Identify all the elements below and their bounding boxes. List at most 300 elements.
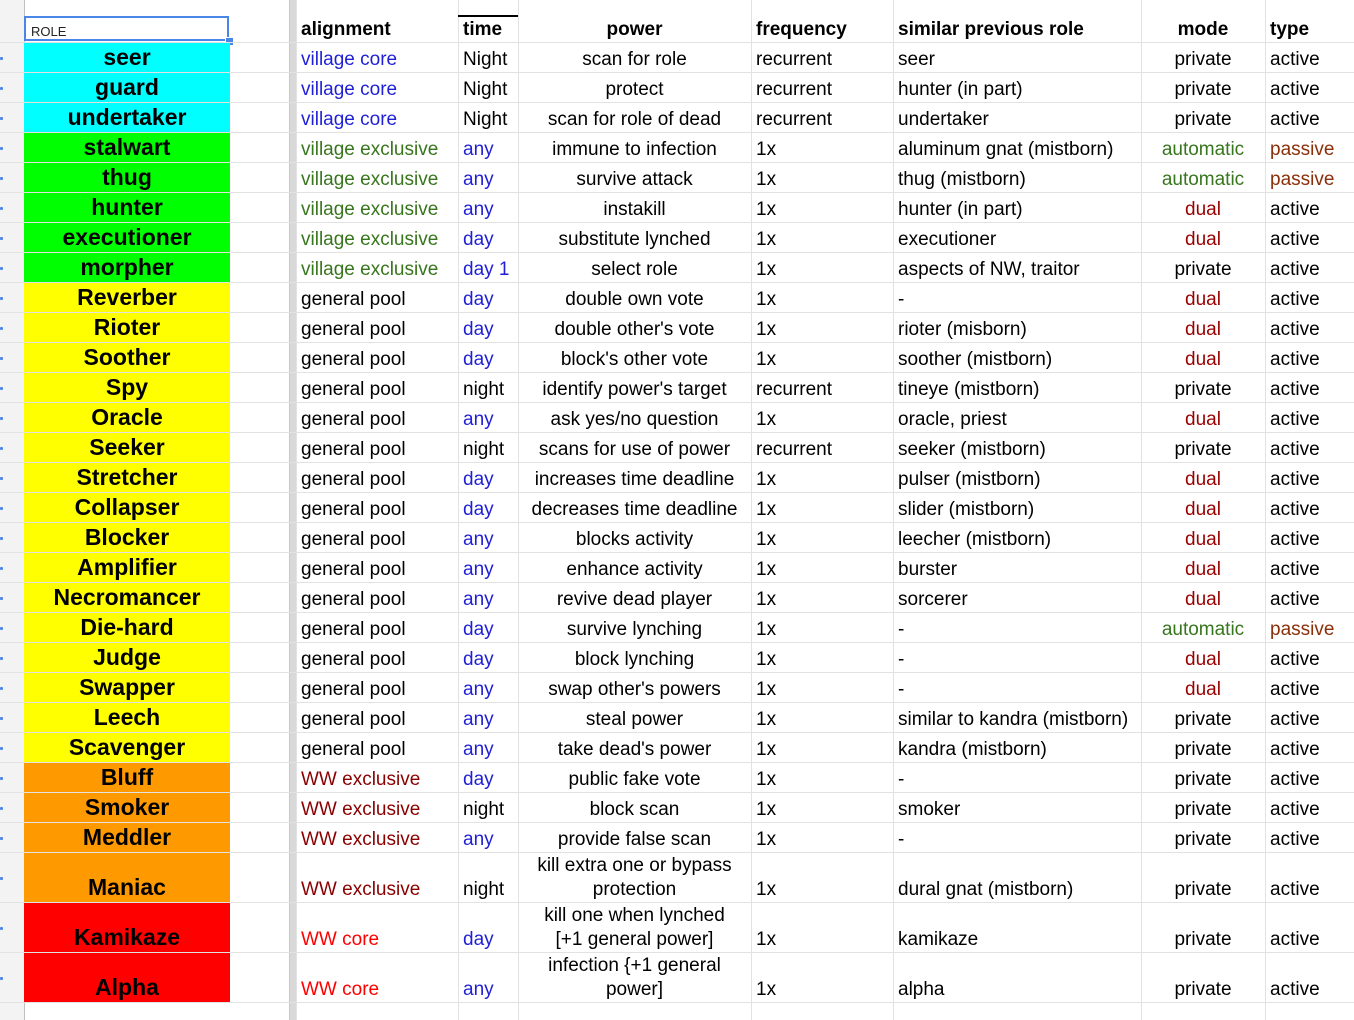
role-name: Judge (93, 644, 161, 670)
cell-similar[interactable] (893, 823, 1141, 853)
cell-alignment[interactable] (296, 103, 458, 133)
role-name: Seeker (89, 434, 165, 460)
cell-power[interactable] (518, 903, 751, 953)
cell-similar[interactable] (893, 703, 1141, 733)
cell-type[interactable] (1265, 373, 1354, 403)
cell-time[interactable] (458, 703, 518, 733)
role-name: Bluff (100, 764, 154, 790)
cell-similar[interactable] (893, 73, 1141, 103)
cell-time[interactable] (458, 613, 518, 643)
cell-alignment[interactable] (296, 703, 458, 733)
cell-mode[interactable] (1141, 463, 1265, 493)
cell-similar[interactable] (893, 373, 1141, 403)
cell-similar[interactable] (893, 463, 1141, 493)
cell-power[interactable] (518, 583, 751, 613)
role-cell-spy[interactable] (24, 373, 230, 403)
cell-similar[interactable] (893, 313, 1141, 343)
cell-frequency[interactable] (751, 193, 893, 223)
cell-type[interactable] (1265, 583, 1354, 613)
cell-mode[interactable] (1141, 643, 1265, 673)
cell-similar[interactable] (893, 523, 1141, 553)
column-header-type[interactable]: type (1270, 19, 1310, 40)
frequency-text: 1x (756, 929, 777, 950)
cell-time[interactable] (458, 133, 518, 163)
cell-power[interactable] (518, 103, 751, 133)
cell-similar[interactable] (893, 253, 1141, 283)
cell-frequency[interactable] (751, 283, 893, 313)
cell-alignment[interactable] (296, 763, 458, 793)
cell-alignment[interactable] (296, 403, 458, 433)
role-cell-amplifier[interactable] (24, 553, 230, 583)
cell-power[interactable] (518, 163, 751, 193)
cell-frequency[interactable] (751, 523, 893, 553)
role-cell-soother[interactable] (24, 343, 230, 373)
time-text: any (463, 709, 494, 730)
cell-mode[interactable] (1141, 43, 1265, 73)
cell-power[interactable] (518, 43, 751, 73)
cell-alignment[interactable] (296, 433, 458, 463)
cell-power[interactable] (518, 73, 751, 103)
cell-alignment[interactable] (296, 133, 458, 163)
cell-type[interactable] (1265, 313, 1354, 343)
cell-similar[interactable] (893, 613, 1141, 643)
cell-time[interactable] (458, 253, 518, 283)
role-cell-judge[interactable] (24, 643, 230, 673)
power-text: substitute lynched (558, 229, 711, 250)
cell-time[interactable] (458, 583, 518, 613)
cell-time[interactable] (458, 793, 518, 823)
cell-power[interactable] (518, 193, 751, 223)
cell-similar[interactable] (893, 763, 1141, 793)
cell-type[interactable] (1265, 133, 1354, 163)
role-cell-executioner[interactable] (24, 223, 230, 253)
column-header-time[interactable]: time (463, 19, 503, 40)
cell-frequency[interactable] (751, 903, 893, 953)
similar-text: - (898, 649, 905, 670)
type-text: passive (1270, 169, 1335, 190)
role-cell-bluff[interactable] (24, 763, 230, 793)
cell-power[interactable] (518, 673, 751, 703)
cell-alignment[interactable] (296, 903, 458, 953)
cell-power[interactable] (518, 133, 751, 163)
cell-type[interactable] (1265, 553, 1354, 583)
row-marker (0, 57, 3, 60)
type-text: active (1270, 319, 1320, 340)
power-text: decreases time deadline (531, 499, 738, 520)
cell-type[interactable] (1265, 163, 1354, 193)
cell-similar[interactable] (893, 133, 1141, 163)
cell-time[interactable] (458, 193, 518, 223)
cell-time[interactable] (458, 523, 518, 553)
cell-alignment[interactable] (296, 853, 458, 903)
cell-type[interactable] (1265, 953, 1354, 1003)
frequency-text: recurrent (756, 439, 833, 460)
cell-power[interactable] (518, 613, 751, 643)
cell-alignment[interactable] (296, 343, 458, 373)
cell-similar[interactable] (893, 853, 1141, 903)
cell-frequency[interactable] (751, 953, 893, 1003)
cell-type[interactable] (1265, 403, 1354, 433)
role-cell-leech[interactable] (24, 703, 230, 733)
time-text: Night (463, 49, 508, 70)
alignment-text: general pool (301, 439, 406, 460)
cell-frequency[interactable] (751, 403, 893, 433)
cell-mode[interactable] (1141, 103, 1265, 133)
power-text: public fake vote (568, 769, 701, 790)
role-cell-oracle[interactable] (24, 403, 230, 433)
cell-time[interactable] (458, 283, 518, 313)
cell-similar[interactable] (893, 493, 1141, 523)
cell-frequency[interactable] (751, 373, 893, 403)
mode-text: private (1174, 439, 1232, 460)
cell-similar[interactable] (893, 193, 1141, 223)
cell-time[interactable] (458, 43, 518, 73)
cell-time[interactable] (458, 373, 518, 403)
cell-type[interactable] (1265, 103, 1354, 133)
cell-similar[interactable] (893, 103, 1141, 133)
cell-time[interactable] (458, 763, 518, 793)
cell-similar[interactable] (893, 43, 1141, 73)
column-b-empty[interactable] (230, 0, 290, 1020)
cell-time[interactable] (458, 953, 518, 1003)
role-name: executioner (62, 224, 192, 250)
cell-alignment[interactable] (296, 163, 458, 193)
cell-type[interactable] (1265, 43, 1354, 73)
frequency-text: 1x (756, 679, 777, 700)
cell-mode[interactable] (1141, 523, 1265, 553)
cell-mode[interactable] (1141, 953, 1265, 1003)
cell-mode[interactable] (1141, 373, 1265, 403)
role-name: thug (102, 164, 152, 190)
cell-frequency[interactable] (751, 853, 893, 903)
cell-alignment[interactable] (296, 613, 458, 643)
cell-mode[interactable] (1141, 553, 1265, 583)
cell-mode[interactable] (1141, 73, 1265, 103)
role-cell-smoker[interactable] (24, 793, 230, 823)
column-header-mode[interactable]: mode (1177, 19, 1229, 40)
alignment-text: village core (301, 109, 398, 130)
role-cell-morpher[interactable] (24, 253, 230, 283)
cell-alignment[interactable] (296, 643, 458, 673)
role-cell-guard[interactable] (24, 73, 230, 103)
selected-cell-role-header[interactable] (24, 16, 229, 41)
cell-similar[interactable] (893, 163, 1141, 193)
cell-type[interactable] (1265, 853, 1354, 903)
cell-type[interactable] (1265, 903, 1354, 953)
role-cell-undertaker[interactable] (24, 103, 230, 133)
cell-mode[interactable] (1141, 283, 1265, 313)
cell-frequency[interactable] (751, 253, 893, 283)
cell-mode[interactable] (1141, 903, 1265, 953)
frequency-text: 1x (756, 829, 777, 850)
role-cell-seer[interactable] (24, 43, 230, 73)
cell-time[interactable] (458, 553, 518, 583)
role-cell-reverber[interactable] (24, 283, 230, 313)
cell-alignment[interactable] (296, 253, 458, 283)
cell-mode[interactable] (1141, 343, 1265, 373)
role-name: Soother (83, 344, 171, 370)
cell-alignment[interactable] (296, 793, 458, 823)
cell-frequency[interactable] (751, 433, 893, 463)
cell-frequency[interactable] (751, 73, 893, 103)
alignment-text: general pool (301, 499, 406, 520)
cell-power[interactable] (518, 283, 751, 313)
cell-power[interactable] (518, 823, 751, 853)
cell-frequency[interactable] (751, 733, 893, 763)
cell-power[interactable] (518, 643, 751, 673)
role-cell-hunter[interactable] (24, 193, 230, 223)
cell-type[interactable] (1265, 613, 1354, 643)
cell-type[interactable] (1265, 463, 1354, 493)
cell-type[interactable] (1265, 193, 1354, 223)
role-cell-scavenger[interactable] (24, 733, 230, 763)
similar-text: hunter (in part) (898, 79, 1023, 100)
cell-type[interactable] (1265, 343, 1354, 373)
role-cell-swapper[interactable] (24, 673, 230, 703)
cell-mode[interactable] (1141, 133, 1265, 163)
cell-mode[interactable] (1141, 313, 1265, 343)
cell-alignment[interactable] (296, 523, 458, 553)
cell-mode[interactable] (1141, 253, 1265, 283)
cell-type[interactable] (1265, 283, 1354, 313)
type-text: passive (1270, 139, 1335, 160)
role-cell-stalwart[interactable] (24, 133, 230, 163)
cell-mode[interactable] (1141, 193, 1265, 223)
cell-time[interactable] (458, 73, 518, 103)
cell-time[interactable] (458, 433, 518, 463)
cell-power[interactable] (518, 763, 751, 793)
cell-power[interactable] (518, 343, 751, 373)
alignment-text: general pool (301, 319, 406, 340)
cell-mode[interactable] (1141, 733, 1265, 763)
mode-text: private (1174, 769, 1232, 790)
cell-similar[interactable] (893, 223, 1141, 253)
cell-alignment[interactable] (296, 583, 458, 613)
cell-alignment[interactable] (296, 313, 458, 343)
cell-type[interactable] (1265, 223, 1354, 253)
role-cell-die-hard[interactable] (24, 613, 230, 643)
role-header-label: ROLE (31, 24, 67, 39)
cell-similar[interactable] (893, 673, 1141, 703)
cell-power[interactable] (518, 733, 751, 763)
frequency-text: 1x (756, 259, 777, 280)
cell-mode[interactable] (1141, 493, 1265, 523)
cell-frequency[interactable] (751, 553, 893, 583)
cell-alignment[interactable] (296, 43, 458, 73)
cell-mode[interactable] (1141, 763, 1265, 793)
cell-type[interactable] (1265, 763, 1354, 793)
role-name: Leech (93, 704, 161, 730)
cell-mode[interactable] (1141, 433, 1265, 463)
power-line: protection (592, 879, 677, 900)
cell-type[interactable] (1265, 703, 1354, 733)
cell-frequency[interactable] (751, 43, 893, 73)
mode-text: private (1174, 979, 1232, 1000)
cell-mode[interactable] (1141, 853, 1265, 903)
cell-similar[interactable] (893, 733, 1141, 763)
cell-type[interactable] (1265, 493, 1354, 523)
cell-type[interactable] (1265, 253, 1354, 283)
role-cell-seeker[interactable] (24, 433, 230, 463)
cell-power[interactable] (518, 253, 751, 283)
cell-alignment[interactable] (296, 823, 458, 853)
cell-alignment[interactable] (296, 283, 458, 313)
frequency-text: 1x (756, 619, 777, 640)
cell-mode[interactable] (1141, 583, 1265, 613)
role-cell-thug[interactable] (24, 163, 230, 193)
role-cell-kamikaze[interactable] (24, 903, 230, 953)
cell-frequency[interactable] (751, 493, 893, 523)
cell-power[interactable] (518, 553, 751, 583)
cell-alignment[interactable] (296, 493, 458, 523)
cell-time[interactable] (458, 313, 518, 343)
cell-power[interactable] (518, 793, 751, 823)
row-marker (0, 297, 3, 300)
cell-frequency[interactable] (751, 763, 893, 793)
cell-similar[interactable] (893, 283, 1141, 313)
similar-text: soother (mistborn) (898, 349, 1053, 370)
cell-alignment[interactable] (296, 223, 458, 253)
role-cell-collapser[interactable] (24, 493, 230, 523)
cell-alignment[interactable] (296, 553, 458, 583)
role-name: guard (95, 74, 159, 100)
cell-frequency[interactable] (751, 103, 893, 133)
cell-similar[interactable] (893, 553, 1141, 583)
cell-time[interactable] (458, 903, 518, 953)
cell-power[interactable] (518, 223, 751, 253)
cell-mode[interactable] (1141, 163, 1265, 193)
cell-time[interactable] (458, 733, 518, 763)
cell-frequency[interactable] (751, 703, 893, 733)
cell-alignment[interactable] (296, 673, 458, 703)
cell-power[interactable] (518, 493, 751, 523)
frequency-text: 1x (756, 589, 777, 610)
cell-alignment[interactable] (296, 953, 458, 1003)
cell-type[interactable] (1265, 73, 1354, 103)
role-name: Die-hard (80, 614, 174, 640)
cell-alignment[interactable] (296, 373, 458, 403)
cell-frequency[interactable] (751, 613, 893, 643)
cell-alignment[interactable] (296, 193, 458, 223)
role-name: Oracle (91, 404, 163, 430)
cell-mode[interactable] (1141, 823, 1265, 853)
cell-similar[interactable] (893, 583, 1141, 613)
cell-type[interactable] (1265, 673, 1354, 703)
cell-mode[interactable] (1141, 613, 1265, 643)
cell-time[interactable] (458, 223, 518, 253)
cell-power[interactable] (518, 523, 751, 553)
cell-frequency[interactable] (751, 313, 893, 343)
alignment-text: general pool (301, 559, 406, 580)
time-text: day 1 (463, 259, 510, 280)
cell-similar[interactable] (893, 433, 1141, 463)
cell-alignment[interactable] (296, 733, 458, 763)
cell-type[interactable] (1265, 523, 1354, 553)
cell-time[interactable] (458, 163, 518, 193)
role-cell-necromancer[interactable] (24, 583, 230, 613)
power-text: provide false scan (557, 829, 712, 850)
role-cell-blocker[interactable] (24, 523, 230, 553)
role-cell-rioter[interactable] (24, 313, 230, 343)
cell-similar[interactable] (893, 903, 1141, 953)
cell-power[interactable] (518, 313, 751, 343)
cell-mode[interactable] (1141, 403, 1265, 433)
role-cell-stretcher[interactable] (24, 463, 230, 493)
cell-frequency[interactable] (751, 673, 893, 703)
cell-time[interactable] (458, 823, 518, 853)
cell-frequency[interactable] (751, 463, 893, 493)
role-cell-alpha[interactable] (24, 953, 230, 1003)
column-header-alignment[interactable]: alignment (301, 19, 391, 40)
cell-similar[interactable] (893, 643, 1141, 673)
cell-alignment[interactable] (296, 73, 458, 103)
column-header-power[interactable]: power (606, 19, 663, 40)
column-header-frequency[interactable]: frequency (756, 19, 847, 40)
cell-frequency[interactable] (751, 823, 893, 853)
cell-power[interactable] (518, 853, 751, 903)
cell-time[interactable] (458, 103, 518, 133)
cell-similar[interactable] (893, 793, 1141, 823)
cell-type[interactable] (1265, 793, 1354, 823)
cell-power[interactable] (518, 463, 751, 493)
cell-frequency[interactable] (751, 133, 893, 163)
cell-power[interactable] (518, 433, 751, 463)
row-header-gutter[interactable] (0, 0, 25, 1020)
cell-frequency[interactable] (751, 163, 893, 193)
role-cell-meddler[interactable] (24, 823, 230, 853)
alignment-text: general pool (301, 379, 406, 400)
cell-similar[interactable] (893, 953, 1141, 1003)
cell-mode[interactable] (1141, 703, 1265, 733)
similar-text: burster (898, 559, 958, 580)
cell-time[interactable] (458, 493, 518, 523)
cell-type[interactable] (1265, 433, 1354, 463)
cell-time[interactable] (458, 853, 518, 903)
cell-time[interactable] (458, 643, 518, 673)
role-cell-maniac[interactable] (24, 853, 230, 903)
cell-mode[interactable] (1141, 673, 1265, 703)
cell-frequency[interactable] (751, 793, 893, 823)
cell-type[interactable] (1265, 823, 1354, 853)
cell-frequency[interactable] (751, 643, 893, 673)
column-header-similar[interactable]: similar previous role (898, 19, 1084, 40)
cell-frequency[interactable] (751, 583, 893, 613)
cell-type[interactable] (1265, 643, 1354, 673)
cell-mode[interactable] (1141, 223, 1265, 253)
cell-time[interactable] (458, 343, 518, 373)
cell-type[interactable] (1265, 733, 1354, 763)
power-line: infection {+1 general (548, 955, 721, 976)
cell-frequency[interactable] (751, 343, 893, 373)
cell-mode[interactable] (1141, 793, 1265, 823)
time-text: night (463, 439, 505, 460)
cell-similar[interactable] (893, 343, 1141, 373)
power-text: blocks activity (575, 529, 694, 550)
cell-power[interactable] (518, 703, 751, 733)
row-marker (0, 777, 3, 780)
cell-similar[interactable] (893, 403, 1141, 433)
cell-time[interactable] (458, 463, 518, 493)
cell-alignment[interactable] (296, 463, 458, 493)
cell-power[interactable] (518, 403, 751, 433)
cell-time[interactable] (458, 403, 518, 433)
alignment-text: general pool (301, 289, 406, 310)
similar-text: executioner (898, 229, 997, 250)
cell-power[interactable] (518, 953, 751, 1003)
cell-frequency[interactable] (751, 223, 893, 253)
cell-time[interactable] (458, 673, 518, 703)
cell-power[interactable] (518, 373, 751, 403)
